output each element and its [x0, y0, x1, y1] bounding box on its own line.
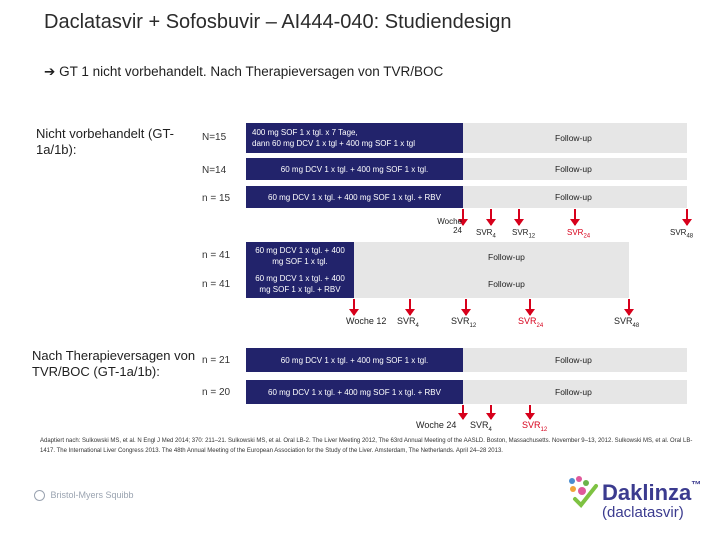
- down-arrow-icon: [529, 405, 531, 419]
- timeline1-svr24: $SVR_{24}$: [567, 228, 591, 240]
- timeline3-svr12: $SVR_{12}$: [522, 420, 548, 433]
- arm3-drug-bar: 60 mg DCV 1 x tgl. + 400 mg SOF 1 x tgl. + RBV: [246, 186, 463, 208]
- timeline1-svr12: $SVR_{12}$: [512, 228, 536, 240]
- arm6-drug-bar: 60 mg DCV 1 x tgl. + 400 mg SOF 1 x tgl.: [246, 348, 463, 372]
- references: Adaptiert nach: Sulkowski MS, et al. N Engl J Med 2014; 370: 211–21. Sulkowski MS, et al. Oral LB-2. The Liver Meeting 2012, The 63rd Annual Meeting of the AASLD. Boston, Massachusetts. November 9–13, 2012. Sulkowski MS, et al. Oral LB-1417. The International Liver Congress 2013. The 48th Annual Meeting of the European Association for the Study of the Liver. Amsterdam, The Netherlands. April 24–28 2013.: [40, 438, 693, 454]
- bms-logo-icon: [34, 490, 45, 501]
- arm3-followup: Follow-up: [555, 192, 592, 202]
- timeline1-svr4: $SVR_4$: [476, 228, 496, 240]
- timeline1-woche: Woche 24: [437, 217, 462, 235]
- down-arrow-icon: [518, 209, 520, 225]
- arm6-n: n = 21: [202, 355, 231, 366]
- arm5-drug-bar: 60 mg DCV 1 x tgl. + 400 mg SOF 1 x tgl. + RBV: [246, 270, 354, 298]
- arm1-drug-line2: dann 60 mg DCV 1 x tgl + 400 mg SOF 1 x tgl: [252, 139, 415, 148]
- group-label-naive: Nicht vorbehandelt (GT-1a/1b):: [36, 126, 175, 157]
- down-arrow-icon: [465, 299, 467, 315]
- arm7-n: n = 20: [202, 387, 231, 398]
- arm2-followup: Follow-up: [555, 164, 592, 174]
- page-title: Daclatasvir + Sofosbuvir – AI444-040: Studiendesign: [44, 11, 512, 33]
- arrow-right-icon: ➔: [44, 64, 56, 79]
- arm5-n: n = 41: [202, 279, 231, 290]
- group-label-experienced: Nach Therapieversagen von TVR/BOC (GT-1a/1b):: [32, 348, 196, 379]
- down-arrow-icon: [462, 405, 464, 419]
- timeline3-svr4: $SVR_4$: [470, 420, 492, 433]
- timeline3-woche: Woche 24: [416, 420, 457, 430]
- down-arrow-icon: [353, 299, 355, 315]
- arm1-n: N=15: [202, 132, 227, 143]
- down-arrow-icon: [628, 299, 630, 315]
- timeline2-svr12: $SVR_{12}$: [451, 316, 477, 329]
- down-arrow-icon: [490, 405, 492, 419]
- down-arrow-icon: [529, 299, 531, 315]
- timeline2-svr24: $SVR_{24}$: [518, 316, 544, 329]
- arm4-followup: Follow-up: [488, 252, 525, 262]
- subtitle-text: GT 1 nicht vorbehandelt. Nach Therapieversagen von TVR/BOC: [59, 64, 444, 79]
- subtitle: [44, 64, 443, 80]
- arm1-followup: Follow-up: [555, 133, 592, 143]
- arm7-drug-bar: 60 mg DCV 1 x tgl. + 400 mg SOF 1 x tgl. + RBV: [246, 380, 463, 404]
- arm2-n: N=14: [202, 165, 227, 176]
- arm3-n: n = 15: [202, 193, 231, 204]
- arm4-drug-bar: 60 mg DCV 1 x tgl. + 400 mg SOF 1 x tgl.: [246, 242, 354, 270]
- down-arrow-icon: [409, 299, 411, 315]
- brand-name: Daklinza™: [602, 480, 702, 505]
- company-name: Bristol-Myers Squibb: [50, 490, 134, 500]
- arm4-n: n = 41: [202, 250, 231, 261]
- timeline2-svr48: $SVR_{48}$: [614, 316, 640, 329]
- timeline1-svr48: $SVR_{48}$: [670, 228, 694, 240]
- arm1-drug-line1: 400 mg SOF 1 x tgl. x 7 Tage,: [252, 128, 358, 137]
- down-arrow-icon: [462, 209, 464, 225]
- arm5-followup: Follow-up: [488, 279, 525, 289]
- arm2-drug-bar: 60 mg DCV 1 x tgl. + 400 mg SOF 1 x tgl.: [246, 158, 463, 180]
- arm6-followup: Follow-up: [555, 355, 592, 365]
- down-arrow-icon: [686, 209, 688, 225]
- timeline2-woche: Woche 12: [346, 316, 387, 326]
- brand-generic: (daclatasvir): [602, 504, 684, 521]
- timeline2-svr4: $SVR_4$: [397, 316, 419, 329]
- bms-logo: [34, 490, 134, 501]
- down-arrow-icon: [574, 209, 576, 225]
- daklinza-logo-icon: [565, 474, 601, 510]
- arm1-drug-bar: [246, 123, 463, 153]
- arm7-followup: Follow-up: [555, 387, 592, 397]
- down-arrow-icon: [490, 209, 492, 225]
